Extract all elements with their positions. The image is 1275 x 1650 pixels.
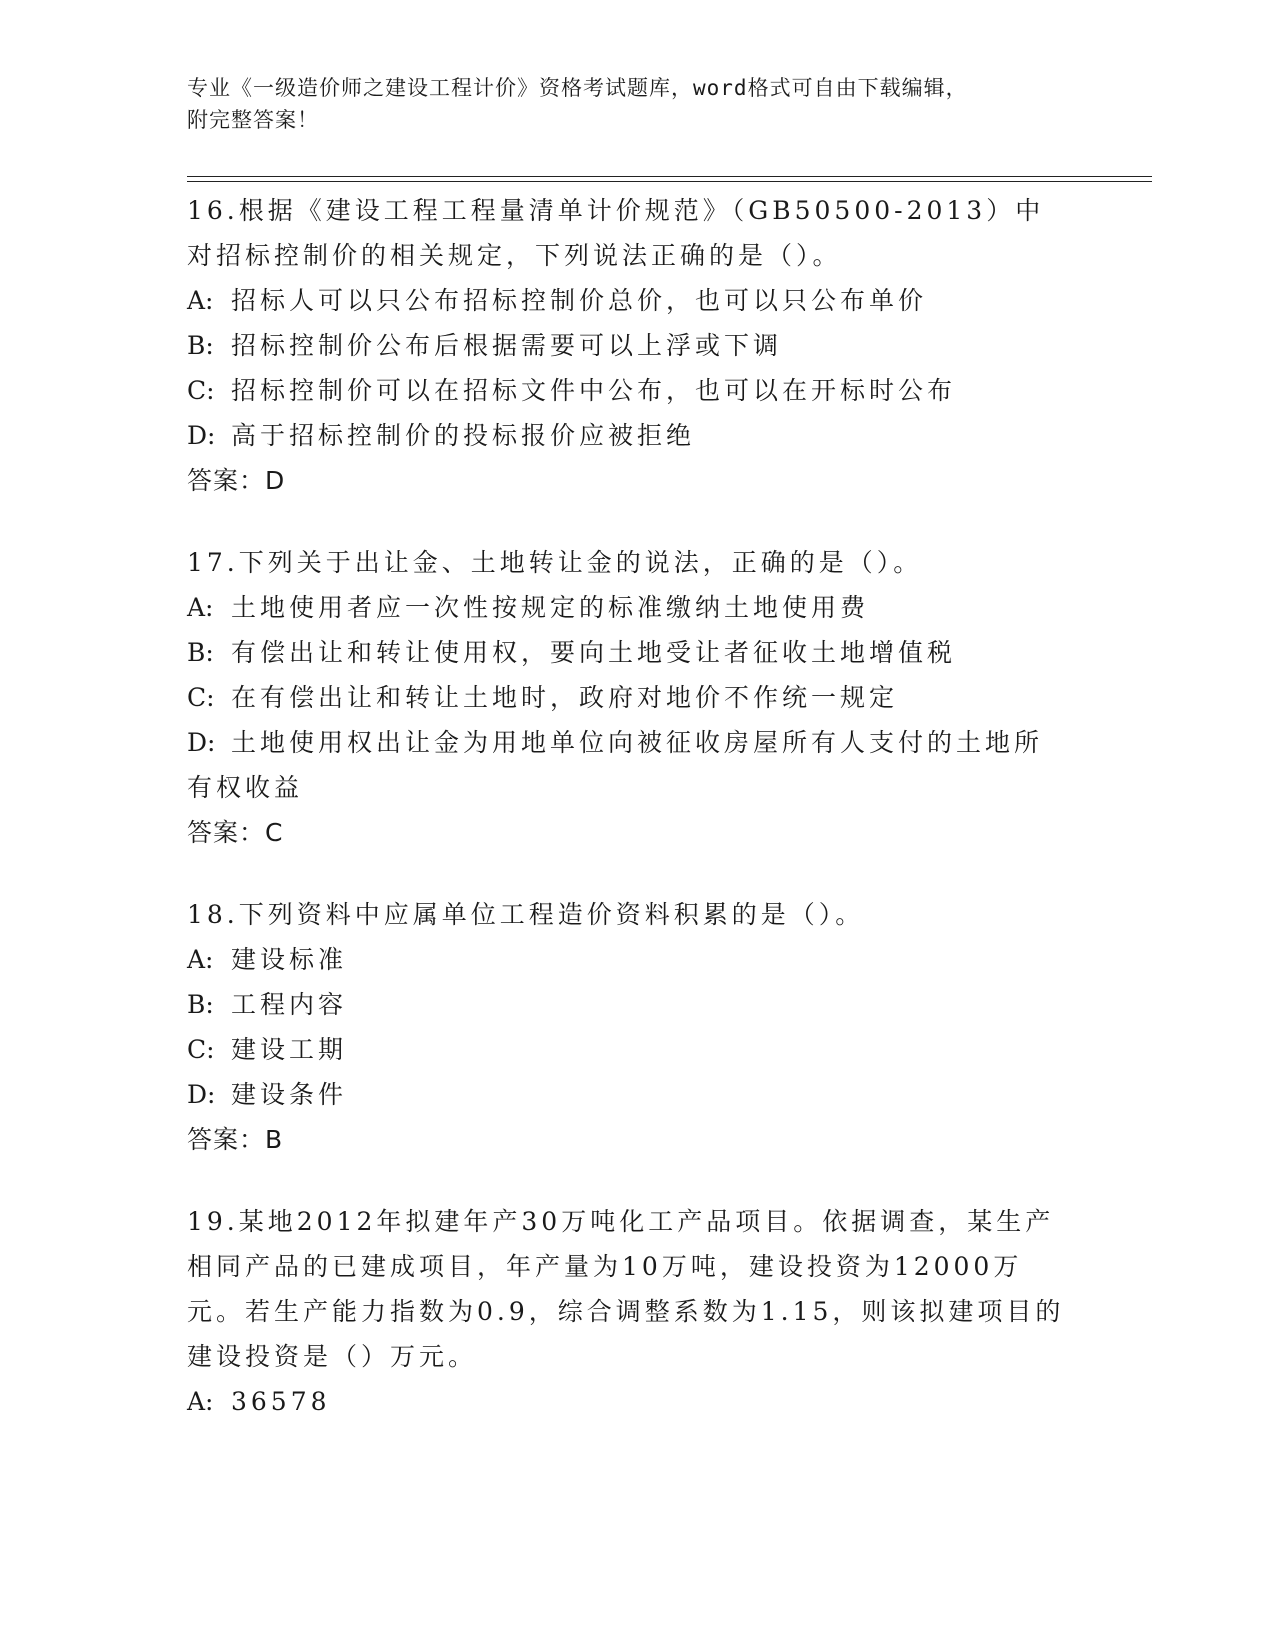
question-19	[187, 1199, 1087, 1424]
option-text: 建设标准	[231, 945, 348, 974]
option-a	[187, 585, 1087, 630]
option-c	[187, 368, 1087, 413]
option-key: C:	[187, 376, 215, 405]
option-text: 土地使用权出让金为用地单位向被征收房屋所有人支付的土地所有权收益	[187, 728, 1044, 802]
option-text: 土地使用者应一次性按规定的标准缴纳土地使用费	[231, 593, 870, 622]
option-text: 有偿出让和转让使用权，要向土地受让者征收土地增值税	[231, 638, 957, 667]
option-text: 建设条件	[231, 1080, 348, 1109]
question-stem: 17.下列关于出让金、土地转让金的说法，正确的是（）。	[187, 548, 923, 577]
question-stem: 16.根据《建设工程工程量清单计价规范》（GB50500-2013）中对招标控制价的相关规定，下列说法正确的是（）。	[187, 196, 1045, 270]
option-text: 招标控制价可以在招标文件中公布，也可以在开标时公布	[231, 376, 957, 405]
question-stem: 18.下列资料中应属单位工程造价资料积累的是（）。	[187, 900, 865, 929]
option-text: 建设工期	[231, 1035, 348, 1064]
option-a	[187, 937, 1087, 982]
question-list	[187, 188, 1087, 1460]
question-stem: 19.某地2012年拟建年产30万吨化工产品项目。依据调查，某生产相同产品的已建成项目，年产量为10万吨，建设投资为12000万元。若生产能力指数为0.9，综合调整系数为1.15，则该拟建项目的建设投资是（）万元。	[187, 1207, 1065, 1371]
option-c	[187, 1027, 1087, 1072]
option-key: C:	[187, 1035, 215, 1064]
header-line-1: 专业《一级造价师之建设工程计价》资格考试题库，word格式可自由下载编辑，	[187, 76, 968, 100]
option-b	[187, 982, 1087, 1027]
option-a	[187, 1379, 1087, 1424]
option-text: 招标控制价公布后根据需要可以上浮或下调	[231, 331, 783, 360]
option-key: D:	[187, 728, 216, 757]
question-16	[187, 188, 1087, 504]
document-header	[187, 72, 1087, 136]
option-key: B:	[187, 638, 214, 667]
option-key: A:	[187, 286, 214, 315]
option-key: C:	[187, 683, 215, 712]
option-text: 在有偿出让和转让土地时，政府对地价不作统一规定	[231, 683, 899, 712]
answer-label: 答案：D	[187, 466, 286, 495]
header-divider-bottom	[187, 181, 1152, 182]
option-c	[187, 675, 1087, 720]
option-text: 高于招标控制价的投标报价应被拒绝	[231, 421, 696, 450]
option-d	[187, 1072, 1087, 1117]
header-divider-top	[187, 176, 1152, 177]
option-key: B:	[187, 990, 214, 1019]
option-a	[187, 278, 1087, 323]
option-key: D:	[187, 421, 216, 450]
option-b	[187, 630, 1087, 675]
option-key: B:	[187, 331, 214, 360]
answer-label: 答案：C	[187, 818, 284, 847]
answer-label: 答案：B	[187, 1125, 284, 1154]
question-17	[187, 540, 1087, 856]
option-key: A:	[187, 945, 214, 974]
option-d	[187, 720, 1067, 810]
option-d	[187, 413, 1087, 458]
option-text: 36578	[231, 1387, 331, 1416]
option-key: A:	[187, 593, 214, 622]
header-line-2: 附完整答案！	[187, 108, 319, 132]
option-key: A:	[187, 1387, 214, 1416]
option-b	[187, 323, 1087, 368]
option-text: 工程内容	[231, 990, 348, 1019]
option-text: 招标人可以只公布招标控制价总价，也可以只公布单价	[231, 286, 928, 315]
option-key: D:	[187, 1080, 216, 1109]
question-18	[187, 892, 1087, 1163]
